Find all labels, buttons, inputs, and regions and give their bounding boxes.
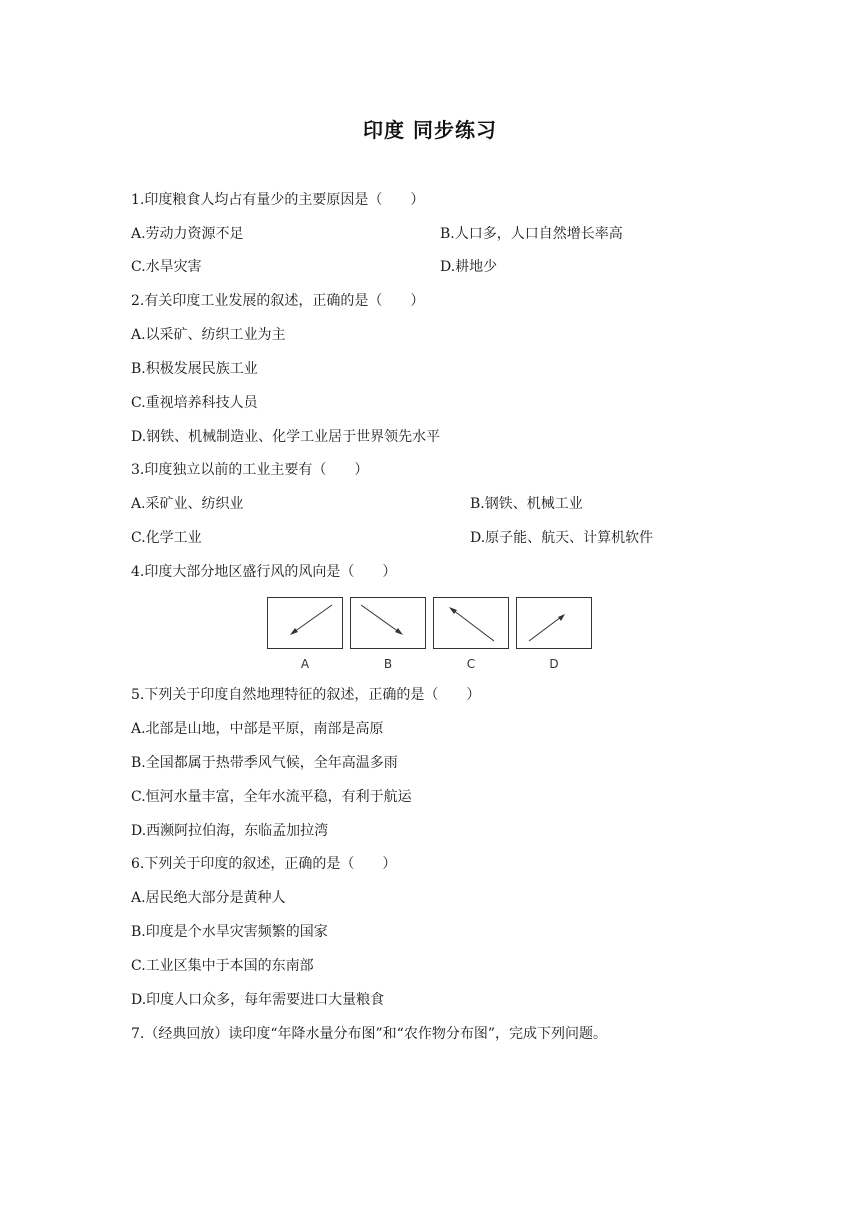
page-title: 印度 同步练习: [363, 118, 497, 142]
question-7-stem: 7.（经典回放）读印度“年降水量分布图”和“农作物分布图”，完成下列问题。: [131, 1026, 607, 1042]
question-5-option-b: B.全国都属于热带季风气候，全年高温多雨: [131, 755, 398, 771]
question-6-option-b: B.印度是个水旱灾害频繁的国家: [131, 924, 328, 940]
wind-direction-figure: [267, 597, 597, 677]
question-6-option-d: D.印度人口众多，每年需要进口大量粮食: [131, 992, 385, 1008]
question-2-option-b: B.积极发展民族工业: [131, 361, 258, 377]
question-6-option-a: A.居民绝大部分是黄种人: [131, 890, 286, 906]
wind-option-d-box: [516, 597, 592, 649]
question-3-option-b: B.钢铁、机械工业: [470, 496, 583, 512]
arrow-up-right-icon: [517, 598, 591, 648]
arrow-down-right-icon: [351, 598, 425, 648]
wind-option-a-box: [267, 597, 343, 649]
arrow-down-left-icon: [268, 598, 342, 648]
question-5-option-a: A.北部是山地，中部是平原，南部是高原: [131, 721, 384, 737]
question-1-option-a: A.劳动力资源不足: [131, 226, 244, 242]
question-5-option-c: C.恒河水量丰富，全年水流平稳，有利于航运: [131, 789, 412, 805]
question-1-option-d: D.耕地少: [440, 259, 498, 275]
question-1-option-b: B.人口多，人口自然增长率高: [440, 226, 623, 242]
question-4-stem: 4.印度大部分地区盛行风的风向是（ ）: [131, 564, 397, 580]
question-3-stem: 3.印度独立以前的工业主要有（ ）: [131, 462, 369, 478]
question-6-option-c: C.工业区集中于本国的东南部: [131, 958, 314, 974]
question-3-option-a: A.采矿业、纺织业: [131, 496, 244, 512]
question-5-option-d: D.西濒阿拉伯海，东临孟加拉湾: [131, 823, 329, 839]
wind-option-b-box: [350, 597, 426, 649]
question-1-stem: 1.印度粮食人均占有量少的主要原因是（ ）: [131, 192, 425, 208]
question-3-option-d: D.原子能、航天、计算机软件: [470, 530, 654, 546]
wind-option-a-label: A: [300, 657, 310, 671]
question-2-option-a: A.以采矿、纺织工业为主: [131, 327, 286, 343]
wind-option-d-label: D: [549, 657, 559, 671]
question-2-option-c: C.重视培养科技人员: [131, 395, 258, 411]
question-3-option-c: C.化学工业: [131, 530, 202, 546]
wind-option-c-label: C: [466, 657, 476, 671]
question-1-option-c: C.水旱灾害: [131, 259, 202, 275]
question-6-stem: 6.下列关于印度的叙述，正确的是（ ）: [131, 856, 397, 872]
question-2-option-d: D.钢铁、机械制造业、化学工业居于世界领先水平: [131, 429, 441, 445]
question-5-stem: 5.下列关于印度自然地理特征的叙述，正确的是（ ）: [131, 687, 481, 703]
wind-option-c-box: [433, 597, 509, 649]
question-2-stem: 2.有关印度工业发展的叙述，正确的是（ ）: [131, 293, 425, 309]
wind-option-b-label: B: [383, 657, 393, 671]
arrow-up-left-icon: [434, 598, 508, 648]
